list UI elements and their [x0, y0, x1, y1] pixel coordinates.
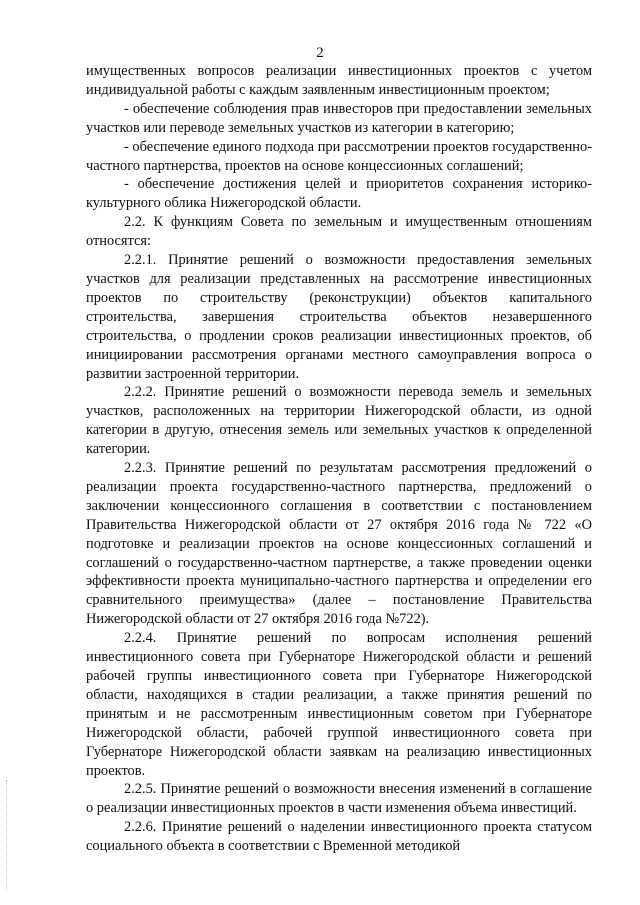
paragraph-ppp-approach: - обеспечение единого подхода при рассмотрении проектов государственно-частного партнерства, проектов на основе концессионных соглашений;	[86, 138, 592, 174]
paragraph-continuation: имущественных вопросов реализации инвестиционных проектов с учетом индивидуальной работы с каждым заявленным инвестиционным проектом;	[86, 63, 592, 98]
paragraph-section-2-2-1: 2.2.1. Принятие решений о возможности предоставления земельных участков для реализации представленных на рассмотрение инвестиционных проектов по строительству (реконструкции) объектов капитального строительства, завершения строительства объектов незавершенного строительства, о продлении сроков реализации инвестиционных проектов, об инициировании рассмотрения органами местного самоуправления вопроса о развитии застроенной территории.	[86, 252, 592, 382]
paragraph-section-2-2-2: 2.2.2. Принятие решений о возможности перевода земель и земельных участков, расположенных на территории Нижегородской области, из одной категории в другую, отнесения земель или земельных участков к определенной категории.	[86, 384, 592, 458]
scan-margin-artifact	[6, 780, 9, 890]
paragraph-section-2-2-5: 2.2.5. Принятие решений о возможности внесения изменений в соглашение о реализации инвестиционных проектов в части изменения объема инвестиций.	[86, 781, 592, 817]
page-number: 2	[316, 45, 324, 61]
document-body	[86, 62, 592, 856]
paragraph-section-2-2-6: 2.2.6. Принятие решений о наделении инвестиционного проекта статусом социального объекта в соответствии с Временной методикой	[86, 819, 592, 855]
paragraph-investor-rights: - обеспечение соблюдения прав инвесторов при предоставлении земельных участков или переводе земельных участков из категории в категорию;	[86, 100, 592, 136]
paragraph-section-2-2-3: 2.2.3. Принятие решений по результатам рассмотрения предложений о реализации проекта государственно-частного партнерства, предложений о заключении концессионного соглашения в соответствии с постановлением Правительства Нижегородской области от 27 октября 2016 года № 722 «О подготовке и реализации проектов на основе концессионных соглашений и соглашений о государственно-частном партнерстве, а также проведении оценки эффективности проекта муниципально-частного партнерства и определении его сравнительного преимущества» (далее – постановление Правительства Нижегородской области от 27 октября 2016 года №722).	[86, 460, 592, 628]
paragraph-section-2-2-4: 2.2.4. Принятие решений по вопросам исполнения решений инвестиционного совета при Губернаторе Нижегородской области и решений рабочей группы инвестиционного совета при Губернаторе Нижегородской области, находящихся в стадии реализации, а также принятия решений по принятым и не рассмотренным инвестиционным советом при Губернаторе Нижегородской области, рабочей группой инвестиционного совета при Губернаторе Нижегородской области заявкам на реализацию инвестиционных проектов.	[86, 630, 592, 779]
paragraph-section-2-2: 2.2. К функциям Совета по земельным и имущественным отношениям относятся:	[86, 214, 592, 250]
paragraph-historical-appearance: - обеспечение достижения целей и приоритетов сохранения историко-культурного облика Нижегородской области.	[86, 176, 592, 212]
